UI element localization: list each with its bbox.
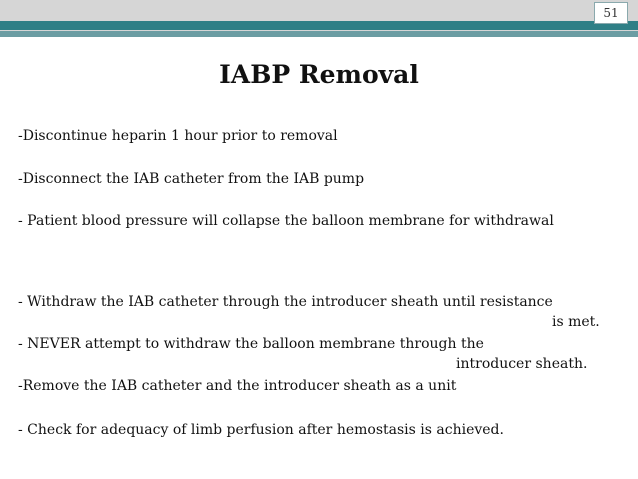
bullet-disconnect-catheter: -Disconnect the IAB catheter from the IAB pump [18, 171, 365, 187]
bullet-blood-pressure: - Patient blood pressure will collapse the balloon membrane for withdrawal [18, 213, 554, 229]
bullet-withdraw-catheter: - Withdraw the IAB catheter through the introducer sheath until resistance [18, 294, 553, 310]
bullet-withdraw-catheter-cont: is met. [552, 314, 600, 330]
bullet-remove-as-unit: -Remove the IAB catheter and the introducer sheath as a unit [18, 378, 457, 394]
bullet-never-withdraw-cont: introducer sheath. [456, 356, 588, 372]
slide-title: IABP Removal [219, 60, 419, 89]
header-stripe-light [0, 31, 638, 37]
header-stripe-dark [0, 21, 638, 30]
bullet-discontinue-heparin: -Discontinue heparin 1 hour prior to removal [18, 128, 338, 144]
bullet-limb-perfusion: - Check for adequacy of limb perfusion after hemostasis is achieved. [18, 422, 504, 438]
bullet-never-withdraw: - NEVER attempt to withdraw the balloon membrane through the [18, 336, 484, 352]
page-number: 51 [594, 2, 628, 24]
